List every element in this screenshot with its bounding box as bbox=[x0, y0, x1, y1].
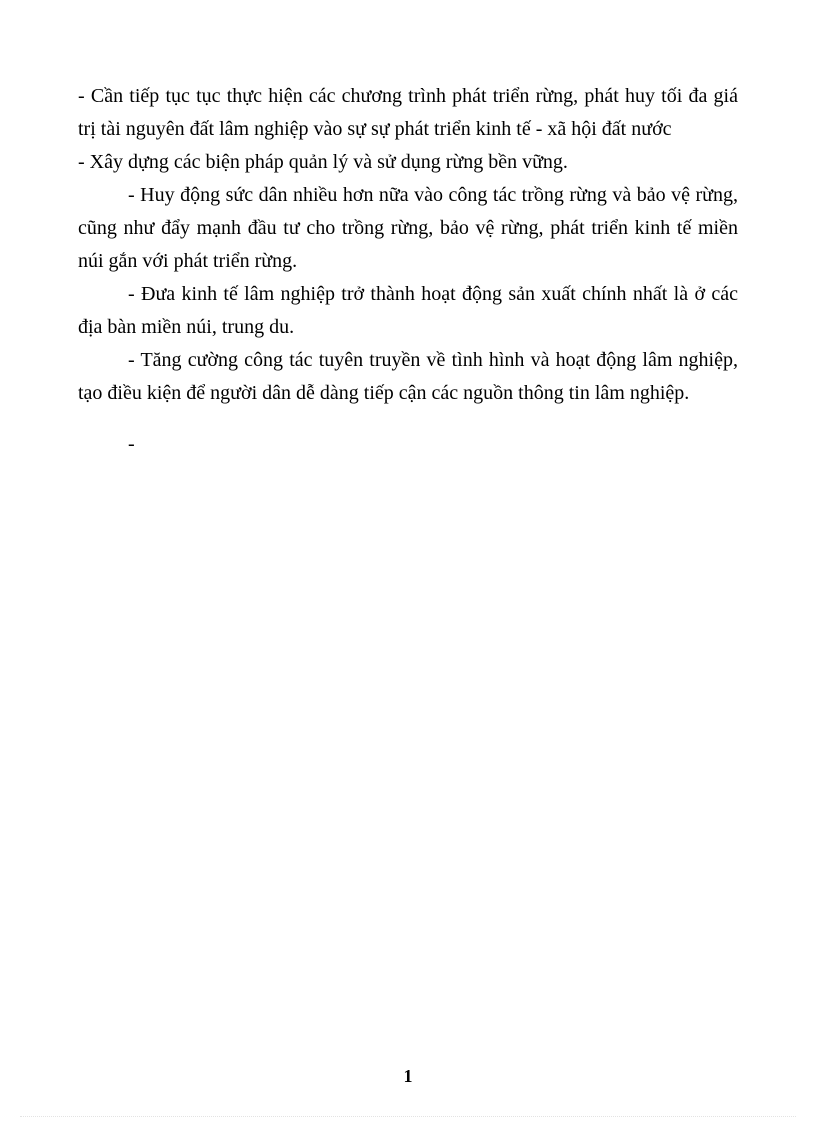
paragraph-empty-dash: - bbox=[128, 433, 135, 455]
paragraph-sustainable-management: - Xây dựng các biện pháp quản lý và sử dụng rừng bền vững. bbox=[78, 151, 568, 173]
footer-divider bbox=[20, 1116, 796, 1117]
document-body bbox=[78, 80, 738, 461]
paragraph-continue-forest-programs: - Cần tiếp tục tục thực hiện các chương trình phát triển rừng, phát huy tối đa giá trị tài nguyên đất lâm nghiệp vào sự sự phát triển kinh tế - xã hội đất nước bbox=[78, 85, 738, 140]
paragraph-propaganda: - Tăng cường công tác tuyên truyền về tình hình và hoạt động lâm nghiệp, tạo điều kiện để người dân dễ dàng tiếp cận các nguồn thông tin lâm nghiệp. bbox=[78, 349, 738, 404]
paragraph-forestry-economy: - Đưa kinh tế lâm nghiệp trở thành hoạt động sản xuất chính nhất là ở các địa bàn miền núi, trung du. bbox=[78, 283, 738, 338]
paragraph-mobilize-people: - Huy động sức dân nhiều hơn nữa vào công tác trồng rừng và bảo vệ rừng, cũng như đẩy mạnh đầu tư cho trồng rừng, bảo vệ rừng, phát triển kinh tế miền núi gắn với phát triển rừng. bbox=[78, 184, 738, 272]
page-number: 1 bbox=[403, 1066, 413, 1086]
